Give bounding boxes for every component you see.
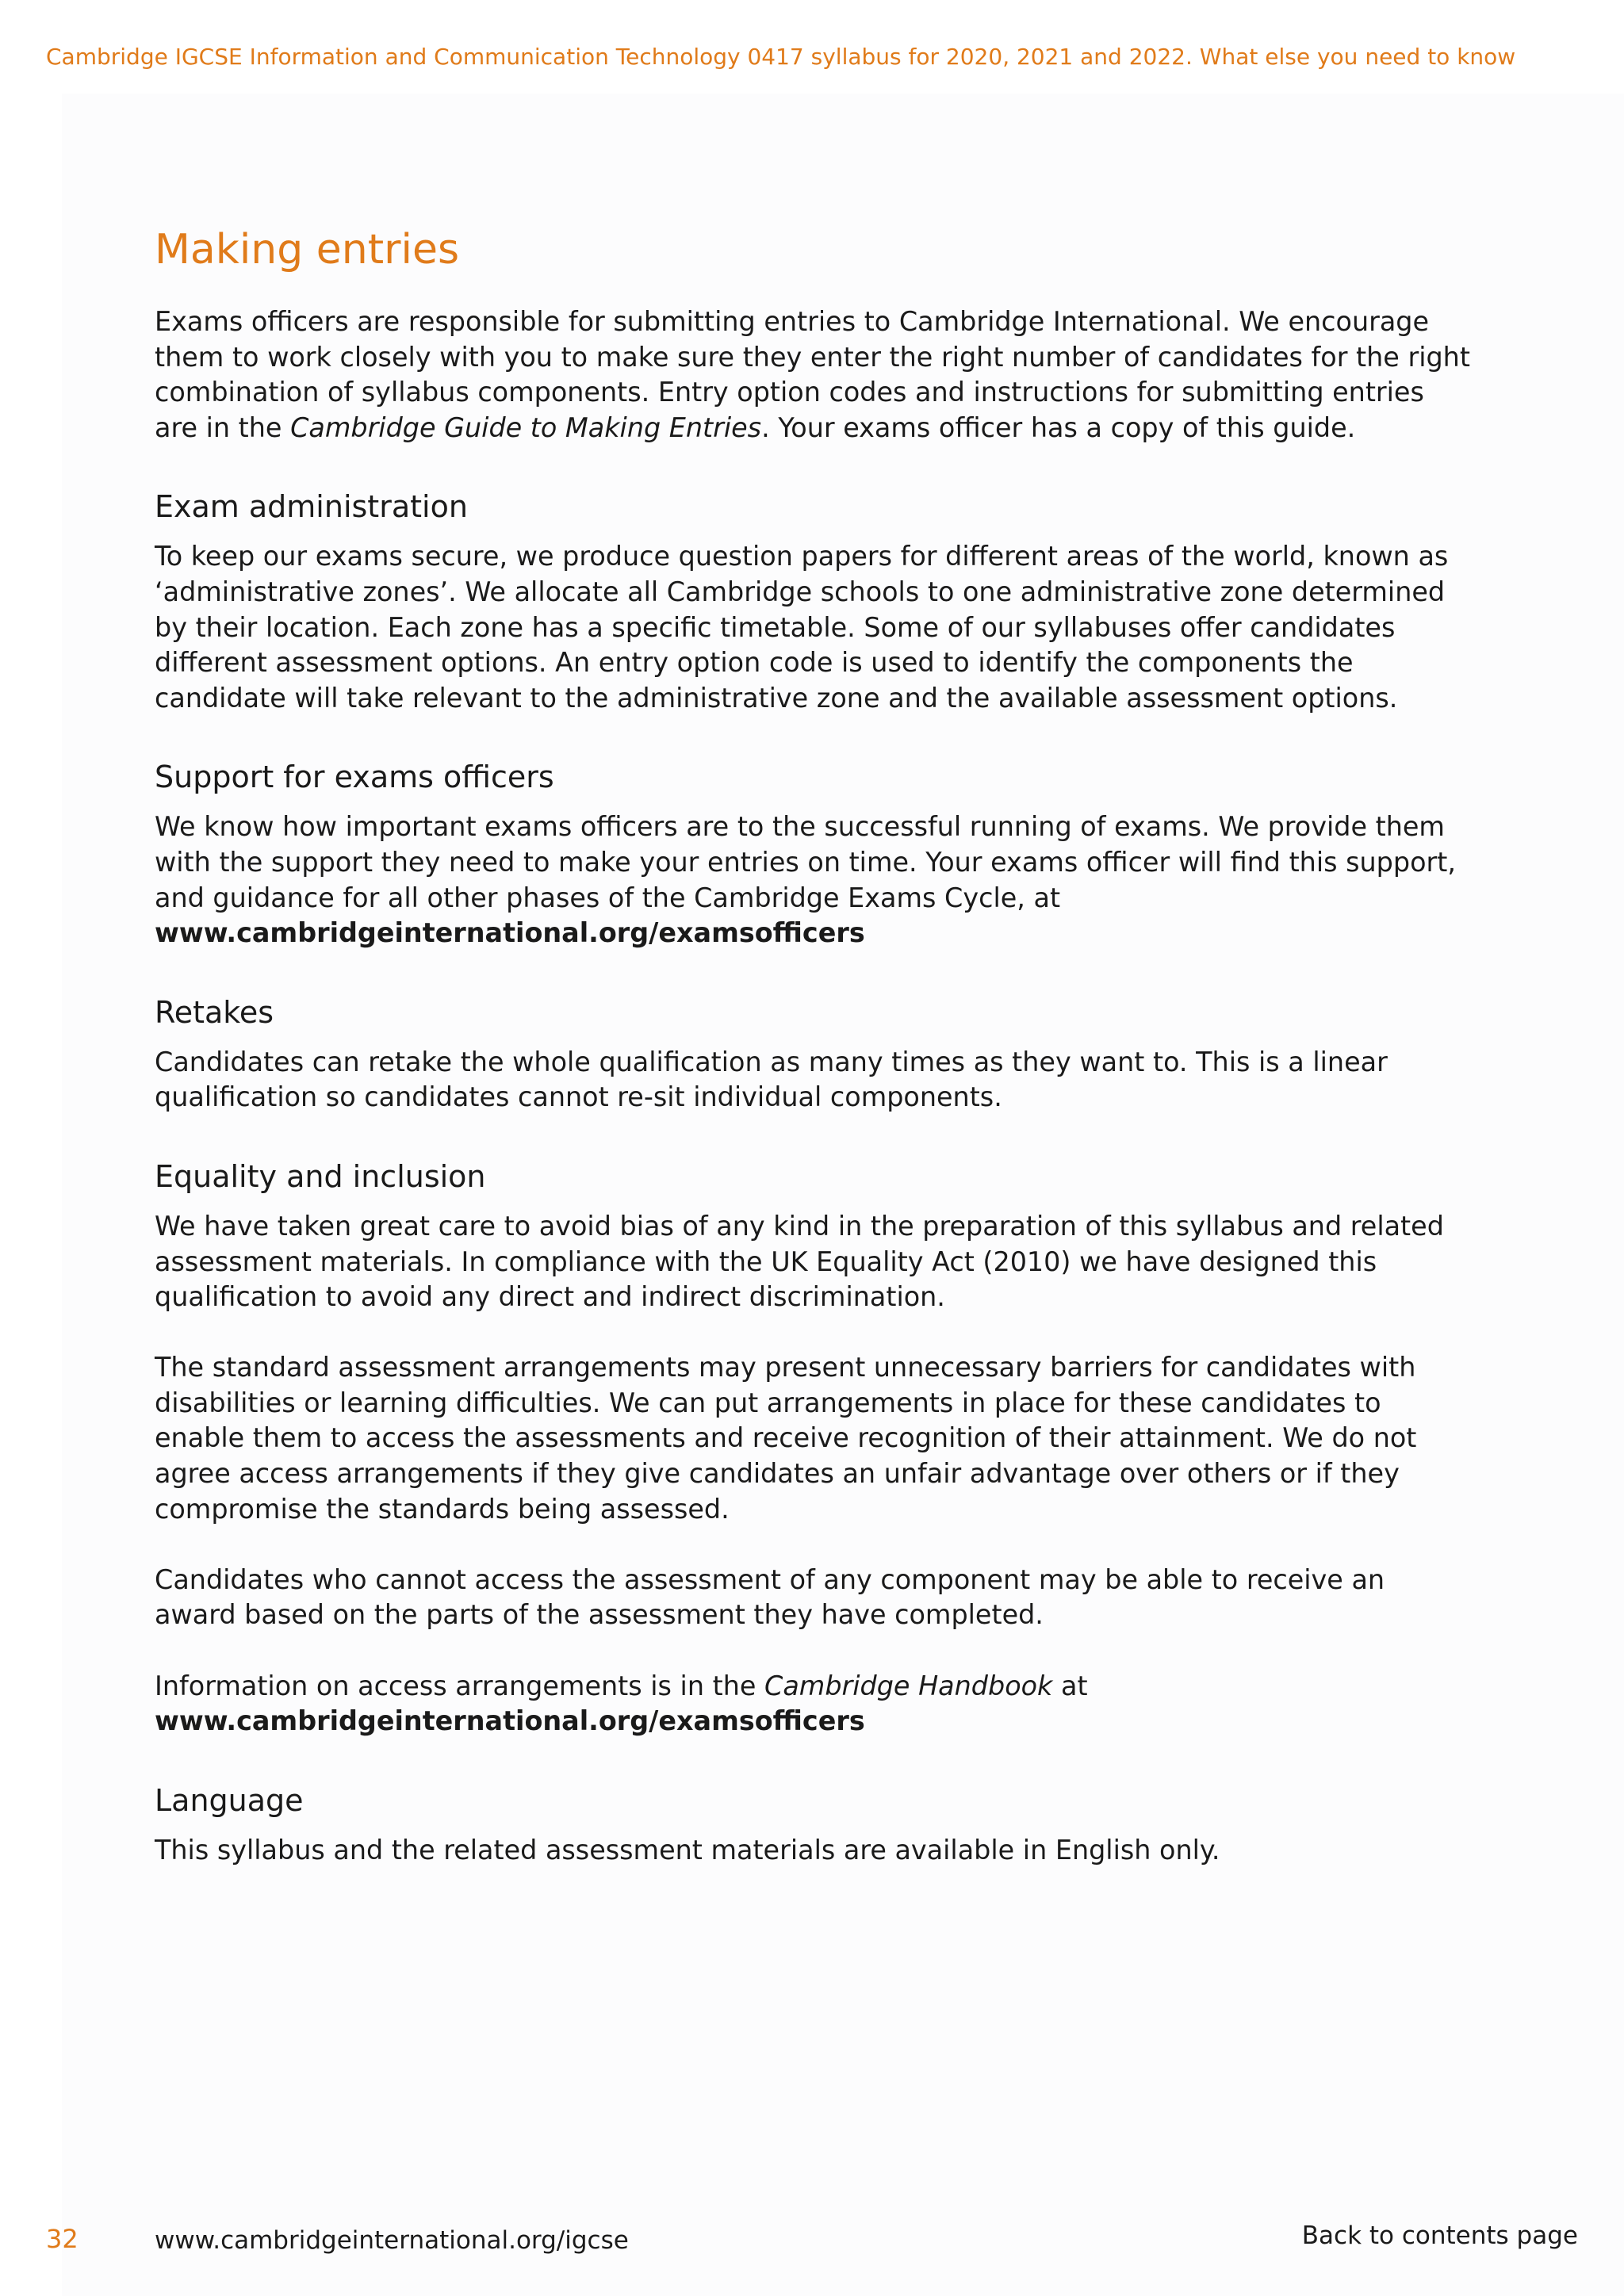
running-header: Cambridge IGCSE Information and Communication Technology 0417 syllabus for 2020, 2021 and 2022. What else you need to know [46,44,1516,70]
equality-paragraph-2: The standard assessment arrangements may present unnecessary barriers for candidates with disabilities or learning difficulties. We can put arrangements in place for these candidates to enable them to access the assessments and receive recognition of their attainment. We do not agree access arrangements if they give candidates an unfair advantage over others or if they compromise the standards being assessed. [155,1352,1417,1525]
intro-paragraph [155,304,1471,446]
intro-text-1: Exams officers are responsible for submitting entries to Cambridge International. We encourage them to work closely with you to make sure they enter the right number of candidates for the right combination of syllabus components. Entry option codes and instructions for submitting entries are in the [155,306,1470,443]
exam-administration-paragraph: To keep our exams secure, we produce question papers for different areas of the world, known as ‘administrative zones’. We allocate all Cambridge schools to one administrative zone determined by their location. Each zone has a specific timetable. Some of our syllabuses offer candidates different assessment options. An entry option code is used to identify the components the candidate will take relevant to the administrative zone and the available assessment options. [155,541,1449,714]
support-text: We know how important exams officers are to the successful running of exams. We provide them with the support they need to make your entries on time. Your exams officer will find this support, and guidance for all other phases of the Cambridge Exams Cycle, at [155,811,1456,913]
retakes-heading: Retakes [155,994,274,1030]
page-number: 32 [46,2224,79,2254]
equality-paragraph-4 [155,1669,1471,1739]
handbook-title: Cambridge Handbook [764,1670,1053,1701]
language-paragraph: This syllabus and the related assessment materials are available in English only. [155,1834,1220,1866]
page-title: Making entries [155,226,460,274]
equality-paragraph-1: We have taken great care to avoid bias of any kind in the preparation of this syllabus and related assessment materials. In compliance with the UK Equality Act (2010) we have designed this qualification to avoid any direct and indirect discrimination. [155,1210,1444,1313]
exam-administration-heading: Exam administration [155,489,468,525]
support-heading: Support for exams officers [155,760,554,795]
equality-heading: Equality and inclusion [155,1158,486,1194]
main-content [155,222,1471,1868]
examsofficers-link[interactable]: www.cambridgeinternational.org/examsofficers [155,917,865,949]
access-text-1: Information on access arrangements is in the [155,1670,765,1701]
access-text-2: at [1052,1670,1088,1701]
handbook-link[interactable]: www.cambridgeinternational.org/examsofficers [155,1705,865,1737]
intro-text-2: . Your exams officer has a copy of this guide. [761,411,1356,443]
guide-title: Cambridge Guide to Making Entries [290,411,762,443]
retakes-paragraph: Candidates can retake the whole qualification as many times as they want to. This is a linear qualification so candidates cannot re-sit individual components. [155,1046,1388,1113]
support-paragraph [155,809,1471,951]
footer-url-link[interactable]: www.cambridgeinternational.org/igcse [155,2226,629,2255]
language-heading: Language [155,1782,304,1818]
back-to-contents-link[interactable]: Back to contents page [1301,2221,1578,2250]
equality-paragraph-3: Candidates who cannot access the assessment of any component may be able to receive an award based on the parts of the assessment they have completed. [155,1563,1385,1631]
